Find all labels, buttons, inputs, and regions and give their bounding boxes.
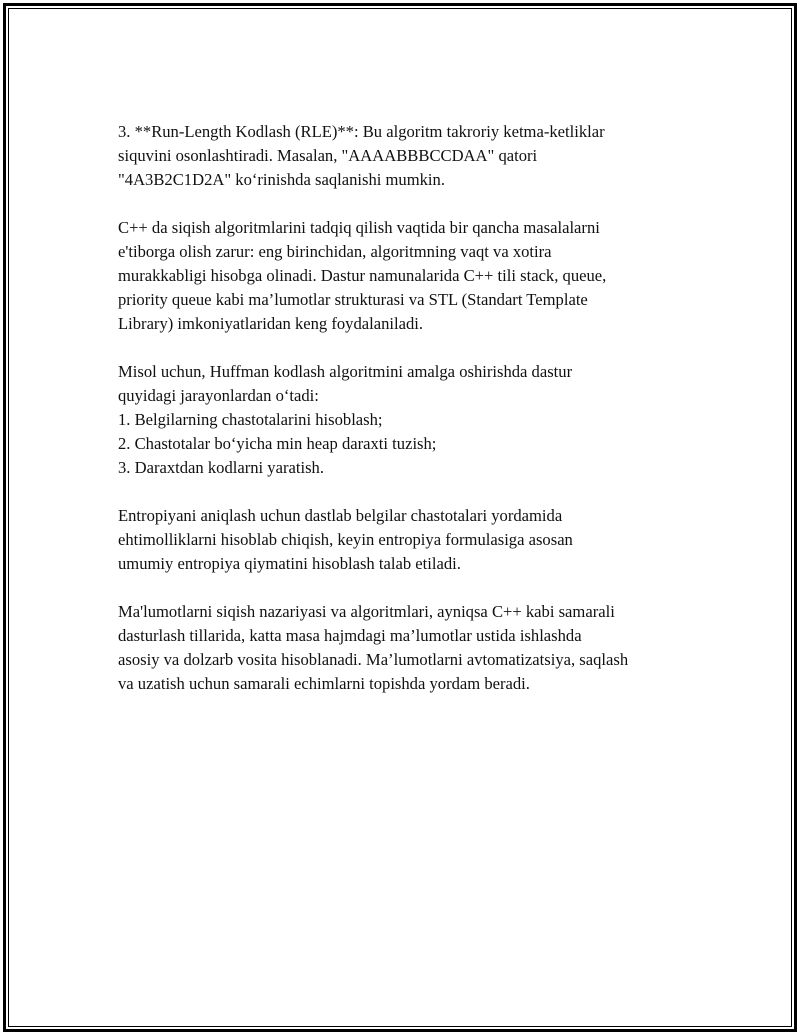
list-item: 1. Belgilarning chastotalarini hisoblash;	[118, 410, 383, 429]
paragraph-huffman	[118, 360, 698, 480]
text-line: e'tiborga olish zarur: eng birinchidan, algoritmning vaqt va xotira	[118, 242, 552, 261]
text-line: Ma'lumotlarni siqish nazariyasi va algoritmlari, ayniqsa C++ kabi samarali	[118, 602, 615, 621]
document-body	[118, 120, 698, 720]
text-line: priority queue kabi ma’lumotlar strukturasi va STL (Standart Template	[118, 290, 588, 309]
text-line: murakkabligi hisobga olinadi. Dastur namunalarida C++ tili stack, queue,	[118, 266, 607, 285]
text-line: 3. **Run-Length Kodlash (RLE)**: Bu algoritm takroriy ketma-ketliklar	[118, 122, 605, 141]
list-item: 3. Daraxtdan kodlarni yaratish.	[118, 458, 324, 477]
text-line: ehtimolliklarni hisoblab chiqish, keyin entropiya formulasiga asosan	[118, 530, 573, 549]
list-item: 2. Chastotalar bo‘yicha min heap daraxti tuzish;	[118, 434, 437, 453]
text-line: Library) imkoniyatlaridan keng foydalaniladi.	[118, 314, 424, 333]
text-line: umumiy entropiya qiymatini hisoblash talab etiladi.	[118, 554, 461, 573]
paragraph-cpp-algorithms	[118, 216, 698, 336]
paragraph-entropy	[118, 504, 698, 576]
document-page	[3, 3, 797, 1032]
text-line: va uzatish uchun samarali echimlarni topishda yordam beradi.	[118, 674, 530, 693]
text-line: dasturlash tillarida, katta masa hajmdagi ma’lumotlar ustida ishlashda	[118, 626, 582, 645]
text-line: asosiy va dolzarb vosita hisoblanadi. Ma’lumotlarni avtomatizatsiya, saqlash	[118, 650, 629, 669]
text-line: quyidagi jarayonlardan o‘tadi:	[118, 386, 319, 405]
text-line: siquvini osonlashtiradi. Masalan, "AAAABBBCCDAA" qatori	[118, 146, 538, 165]
text-line: Misol uchun, Huffman kodlash algoritmini amalga oshirishda dastur	[118, 362, 573, 381]
text-line: "4A3B2C1D2A" ko‘rinishda saqlanishi mumkin.	[118, 170, 445, 189]
paragraph-conclusion	[118, 600, 698, 696]
text-line: Entropiyani aniqlash uchun dastlab belgilar chastotalari yordamida	[118, 506, 563, 525]
paragraph-rle	[118, 120, 698, 192]
text-line: C++ da siqish algoritmlarini tadqiq qilish vaqtida bir qancha masalalarni	[118, 218, 600, 237]
